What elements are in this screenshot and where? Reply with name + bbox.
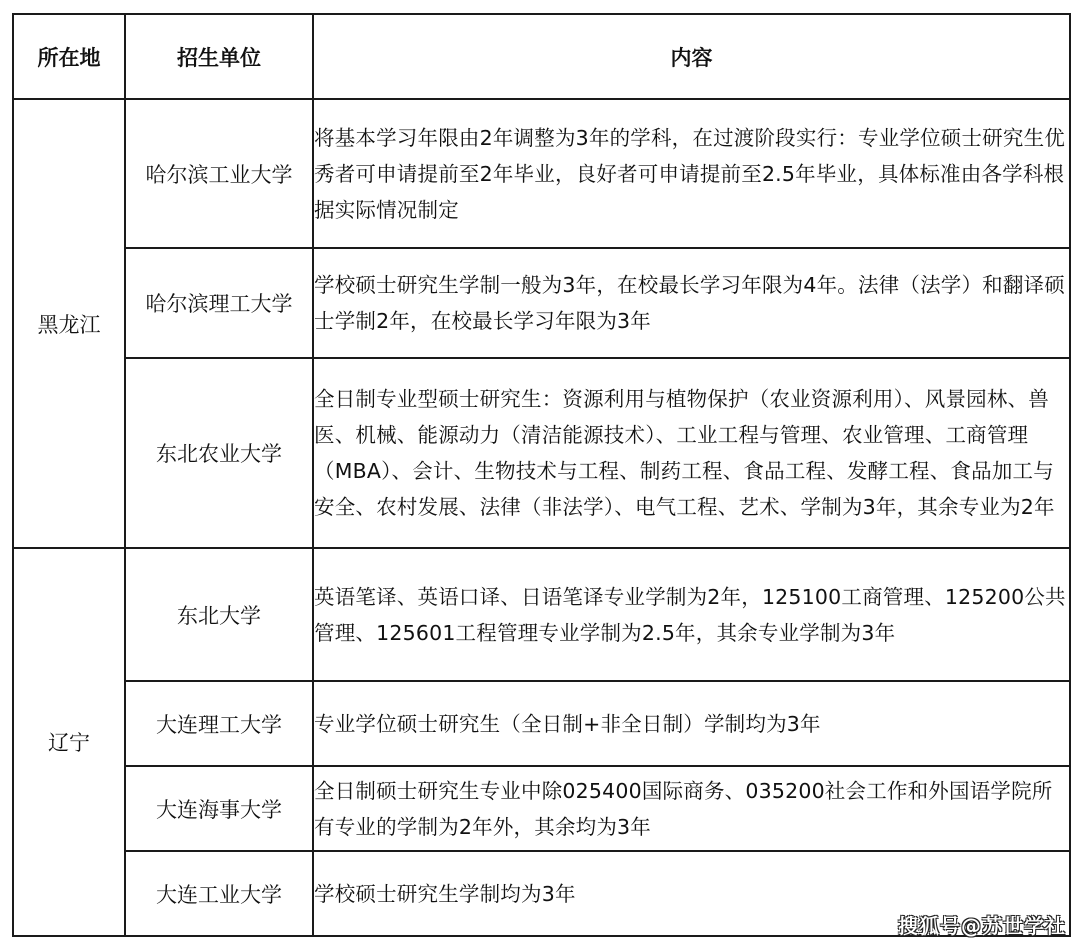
unit-cell: 东北农业大学 xyxy=(125,358,313,548)
content-cell: 专业学位硕士研究生（全日制+非全日制）学制均为3年 xyxy=(313,681,1070,766)
header-unit: 招生单位 xyxy=(125,14,313,99)
table-row xyxy=(13,681,1070,766)
table-row xyxy=(13,548,1070,681)
content-cell: 学校硕士研究生学制均为3年 xyxy=(313,851,1070,936)
content-cell: 将基本学习年限由2年调整为3年的学科，在过渡阶段实行：专业学位硕士研究生优秀者可申请提前至2年毕业，良好者可申请提前至2.5年毕业，具体标准由各学科根据实际情况制定 xyxy=(313,99,1070,248)
region-cell: 辽宁 xyxy=(13,548,125,936)
unit-cell: 大连工业大学 xyxy=(125,851,313,936)
table-row xyxy=(13,99,1070,248)
unit-cell: 大连海事大学 xyxy=(125,766,313,851)
header-row xyxy=(13,14,1070,99)
source-watermark: 搜狐号@苏世学社 xyxy=(898,914,1066,938)
content-cell: 英语笔译、英语口译、日语笔译专业学制为2年，125100工商管理、125200公共管理、125601工程管理专业学制为2.5年，其余专业学制为3年 xyxy=(313,548,1070,681)
content-cell: 全日制硕士研究生专业中除025400国际商务、035200社会工作和外国语学院所有专业的学制为2年外，其余均为3年 xyxy=(313,766,1070,851)
unit-cell: 大连理工大学 xyxy=(125,681,313,766)
content-cell: 全日制专业型硕士研究生：资源利用与植物保护（农业资源利用）、风景园林、兽医、机械、能源动力（清洁能源技术）、工业工程与管理、农业管理、工商管理（MBA）、会计、生物技术与工程、制药工程、食品工程、发酵工程、食品加工与安全、农村发展、法律（非法学）、电气工程、艺术、学制为3年，其余专业为2年 xyxy=(313,358,1070,548)
header-content: 内容 xyxy=(313,14,1070,99)
header-region: 所在地 xyxy=(13,14,125,99)
content-cell: 学校硕士研究生学制一般为3年，在校最长学习年限为4年。法律（法学）和翻译硕士学制2年，在校最长学习年限为3年 xyxy=(313,248,1070,358)
unit-cell: 哈尔滨工业大学 xyxy=(125,99,313,248)
enrollment-table xyxy=(12,13,1071,937)
unit-cell: 哈尔滨理工大学 xyxy=(125,248,313,358)
table-row xyxy=(13,358,1070,548)
table-row xyxy=(13,248,1070,358)
unit-cell: 东北大学 xyxy=(125,548,313,681)
table-row xyxy=(13,766,1070,851)
region-cell: 黑龙江 xyxy=(13,99,125,548)
